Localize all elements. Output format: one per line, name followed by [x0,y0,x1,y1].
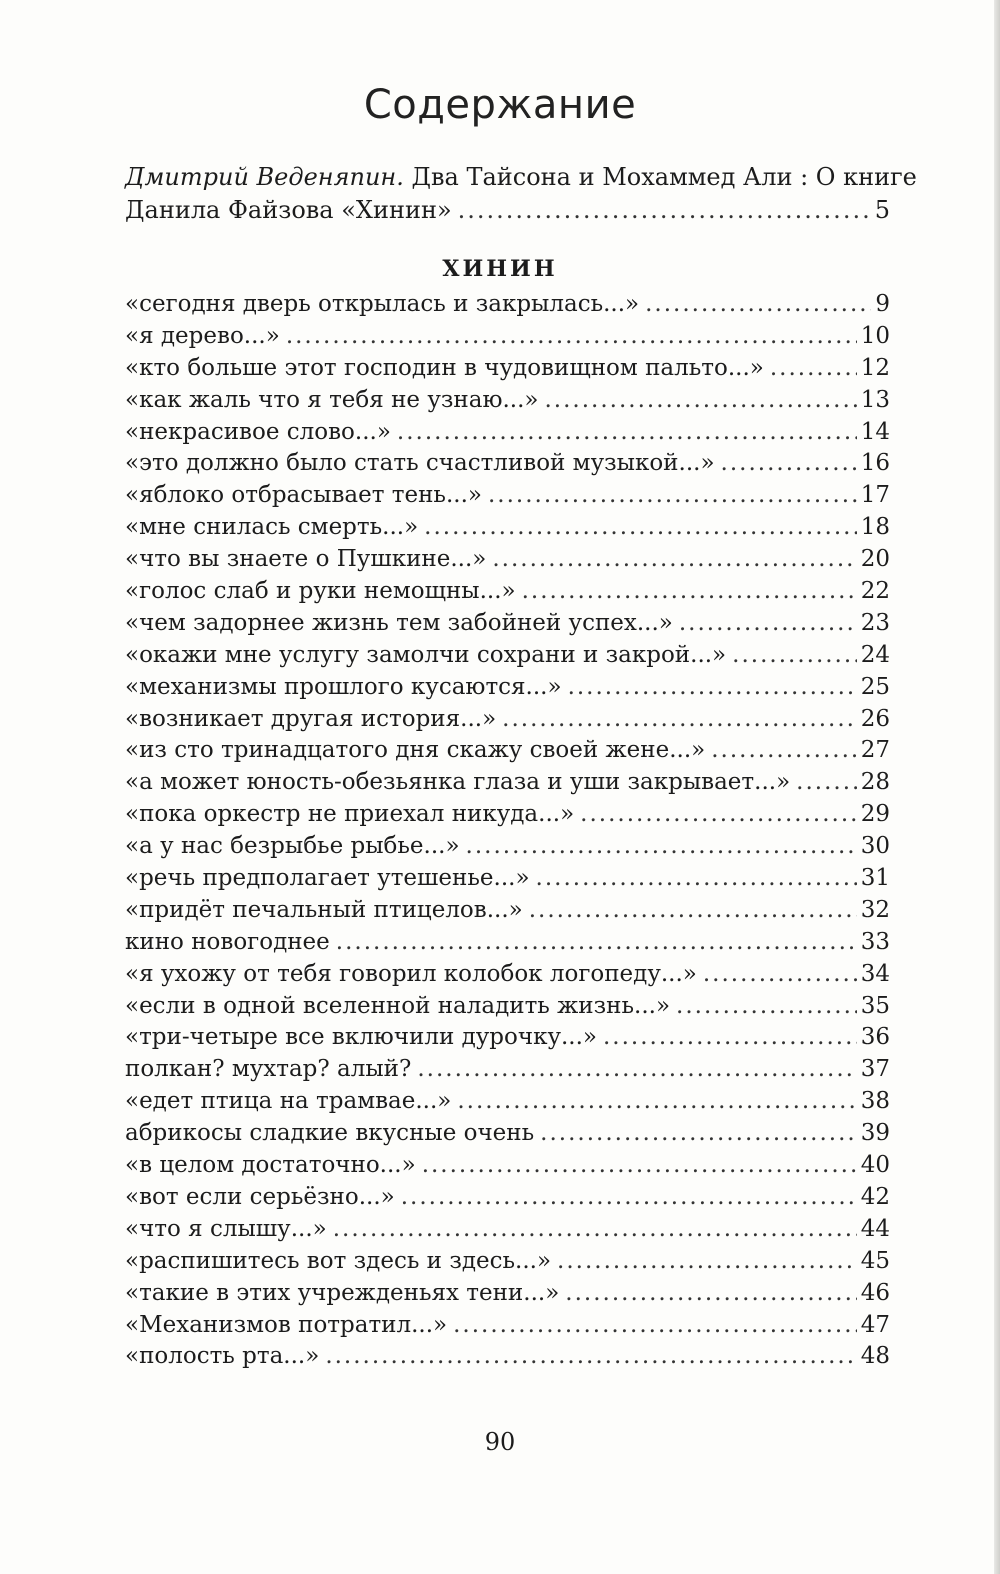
toc-entry-page: 45 [860,1247,890,1274]
toc-entry-title: полкан? мухтар? алый? [125,1056,412,1083]
toc-entry-title: «пока оркестр не приехал никуда...» [125,801,575,828]
toc-entry[interactable] [125,447,890,479]
toc-entry-title: «кто больше этот господин в чудовищном пальто...» [125,354,764,381]
leader-dots [488,479,857,511]
toc-entry-title: кино новогоднее [125,928,330,955]
leader-dots [401,1181,857,1213]
intro-author: Дмитрий Веденяпин. [125,163,404,191]
toc-entry-page: 28 [860,769,890,796]
toc-entry-page: 18 [860,514,890,541]
toc-entry[interactable] [125,607,890,639]
toc-entry-title: «что вы знаете о Пушкине...» [125,546,487,573]
leader-dots [466,830,857,862]
section-heading: ХИНИН [442,256,558,282]
leader-dots [732,639,857,671]
leader-dots [397,416,857,448]
toc-entry[interactable] [125,479,890,511]
toc-entry[interactable] [125,862,890,894]
leader-dots [422,1149,857,1181]
leader-dots [711,734,857,766]
toc-entry-page: 34 [860,960,890,987]
toc-entry-title: «я ухожу от тебя говорил колобок логопеду...» [125,960,697,987]
toc-entry[interactable] [125,1213,890,1245]
toc-entry[interactable] [125,288,890,320]
toc-entry-page: 36 [860,1024,890,1051]
toc-entry-title: «полость рта...» [125,1343,320,1370]
toc-entry-title: «а у нас безрыбье рыбье...» [125,833,460,860]
toc-entry-page: 29 [860,801,890,828]
toc-entry-page: 20 [860,546,890,573]
toc-entry-page: 16 [860,450,890,477]
leader-dots [645,288,871,320]
toc-entry-title: «едет птица на трамвае...» [125,1088,452,1115]
leader-dots [522,575,857,607]
toc-entry-page: 13 [860,386,890,413]
toc-entry-page: 39 [860,1120,890,1147]
page-title: Содержание [363,82,637,128]
toc-entry-title: «из сто тринадцатого дня скажу своей жене...» [125,737,706,764]
toc-entry-page: 37 [860,1056,890,1083]
leader-dots [458,194,871,226]
intro-line-2 [125,194,890,226]
toc-entry-page: 22 [860,578,890,605]
toc-entry-title: «такие в этих учрежденьях тени...» [125,1279,560,1306]
toc-entry-page: 31 [860,865,890,892]
intro-entry[interactable] [125,160,917,226]
page-number: 90 [484,1428,516,1456]
toc-entry-page: 47 [860,1311,890,1338]
toc-entry-title: «речь предполагает утешенье...» [125,865,530,892]
toc-entry-title: «если в одной вселенной наладить жизнь...» [125,992,671,1019]
leader-dots [325,1340,856,1372]
toc-entry[interactable] [125,703,890,735]
leader-dots [457,1085,856,1117]
toc-entry[interactable] [125,734,890,766]
toc-entry-page: 40 [860,1152,890,1179]
toc-entry[interactable] [125,1021,890,1053]
toc-entry[interactable] [125,1181,890,1213]
page-edge [994,0,1000,1574]
toc-entry-title: «вот если серьёзно...» [125,1183,395,1210]
toc-entry-page: 46 [860,1279,890,1306]
toc-entry-page: 12 [860,354,890,381]
toc-entry-page: 10 [860,322,890,349]
toc-entry-title: «распишитесь вот здесь и здесь...» [125,1247,552,1274]
toc-entry-page: 9 [875,291,890,317]
leader-dots [424,511,857,543]
toc-entry-page: 48 [860,1343,890,1370]
toc-entry[interactable] [125,1117,890,1149]
leader-dots [770,352,857,384]
toc-entry-title: «чем задорнее жизнь тем забойней успех...» [125,609,673,636]
toc-entry[interactable] [125,543,890,575]
leader-dots [580,798,857,830]
intro-title-line2: Данила Файзова «Хинин» [125,196,452,224]
toc-entry[interactable] [125,830,890,862]
toc-entry[interactable] [125,1277,890,1309]
toc-entry[interactable] [125,958,890,990]
toc-entry-title: «в целом достаточно...» [125,1152,416,1179]
intro-page: 5 [874,196,890,224]
toc-entry[interactable] [125,1340,890,1372]
leader-dots [603,1021,857,1053]
leader-dots [540,1117,857,1149]
toc-entry-page: 27 [860,737,890,764]
toc-entry-title: «это должно было стать счастливой музыкой...» [125,450,715,477]
toc-entry-title: «сегодня дверь открылась и закрылась...» [125,291,640,317]
leader-dots [568,671,857,703]
toc-entry-title: «три-четыре все включили дурочку...» [125,1024,597,1051]
toc-entry[interactable] [125,1245,890,1277]
intro-line-1 [125,160,917,194]
leader-dots [796,766,857,798]
toc-entry[interactable] [125,511,890,543]
toc-entry-title: «я дерево...» [125,322,280,349]
toc-entry-page: 35 [860,992,890,1019]
toc-entry-page: 24 [860,641,890,668]
toc-entry-title: «возникает другая история...» [125,705,497,732]
intro-title-line1: Два Тайсона и Мохаммед Али : О книге [411,163,917,191]
toc-entry[interactable] [125,575,890,607]
toc-entry-title: «как жаль что я тебя не узнаю...» [125,386,539,413]
toc-entry-title: «некрасивое слово...» [125,418,391,445]
leader-dots [286,320,857,352]
toc-entry-title: «мне снилась смерть...» [125,514,419,541]
toc-entry-page: 23 [860,609,890,636]
toc-entry-title: «что я слышу...» [125,1215,327,1242]
toc-entry[interactable] [125,671,890,703]
toc-entry-title: абрикосы сладкие вкусные очень [125,1120,535,1147]
toc-entry-title: «голос слаб и руки немощны...» [125,578,516,605]
toc-entry[interactable] [125,926,890,958]
leader-dots [453,1309,857,1341]
leader-dots [721,447,857,479]
leader-dots [703,958,857,990]
toc-entry-page: 25 [860,673,890,700]
toc-entry-title: «механизмы прошлого кусаются...» [125,673,562,700]
toc-entry-title: «Механизмов потратил...» [125,1311,448,1338]
toc-entry[interactable] [125,384,890,416]
toc-entry-page: 38 [860,1088,890,1115]
toc-entry-title: «придёт печальный птицелов...» [125,896,523,923]
toc-entry[interactable] [125,1149,890,1181]
toc-entry[interactable] [125,352,890,384]
leader-dots [679,607,857,639]
leader-dots [676,990,857,1022]
leader-dots [536,862,857,894]
toc-entry[interactable] [125,798,890,830]
leader-dots [529,894,857,926]
toc-entry-title: «яблоко отбрасывает тень...» [125,482,482,509]
toc-entry-title: «окажи мне услугу замолчи сохрани и закрой...» [125,641,727,668]
toc-entry[interactable] [125,894,890,926]
toc-entry[interactable] [125,320,890,352]
toc-entry-page: 17 [860,482,890,509]
leader-dots [544,384,856,416]
leader-dots [557,1245,857,1277]
toc-entry[interactable] [125,639,890,671]
toc-entry[interactable] [125,1309,890,1341]
toc-entry[interactable] [125,416,890,448]
toc-entry[interactable] [125,990,890,1022]
toc-entry-page: 30 [860,833,890,860]
leader-dots [492,543,856,575]
toc-entry[interactable] [125,1053,890,1085]
toc-list [125,288,890,1372]
toc-entry-page: 44 [860,1215,890,1242]
toc-entry-page: 32 [860,896,890,923]
toc-entry-page: 26 [860,705,890,732]
toc-entry[interactable] [125,1085,890,1117]
leader-dots [336,926,857,958]
leader-dots [565,1277,856,1309]
leader-dots [502,703,857,735]
leader-dots [333,1213,857,1245]
toc-entry-page: 14 [860,418,890,445]
leader-dots [417,1053,856,1085]
toc-entry-page: 42 [860,1183,890,1210]
toc-entry-title: «а может юность-обезьянка глаза и уши закрывает...» [125,769,791,796]
toc-entry-page: 33 [860,928,890,955]
toc-entry[interactable] [125,766,890,798]
